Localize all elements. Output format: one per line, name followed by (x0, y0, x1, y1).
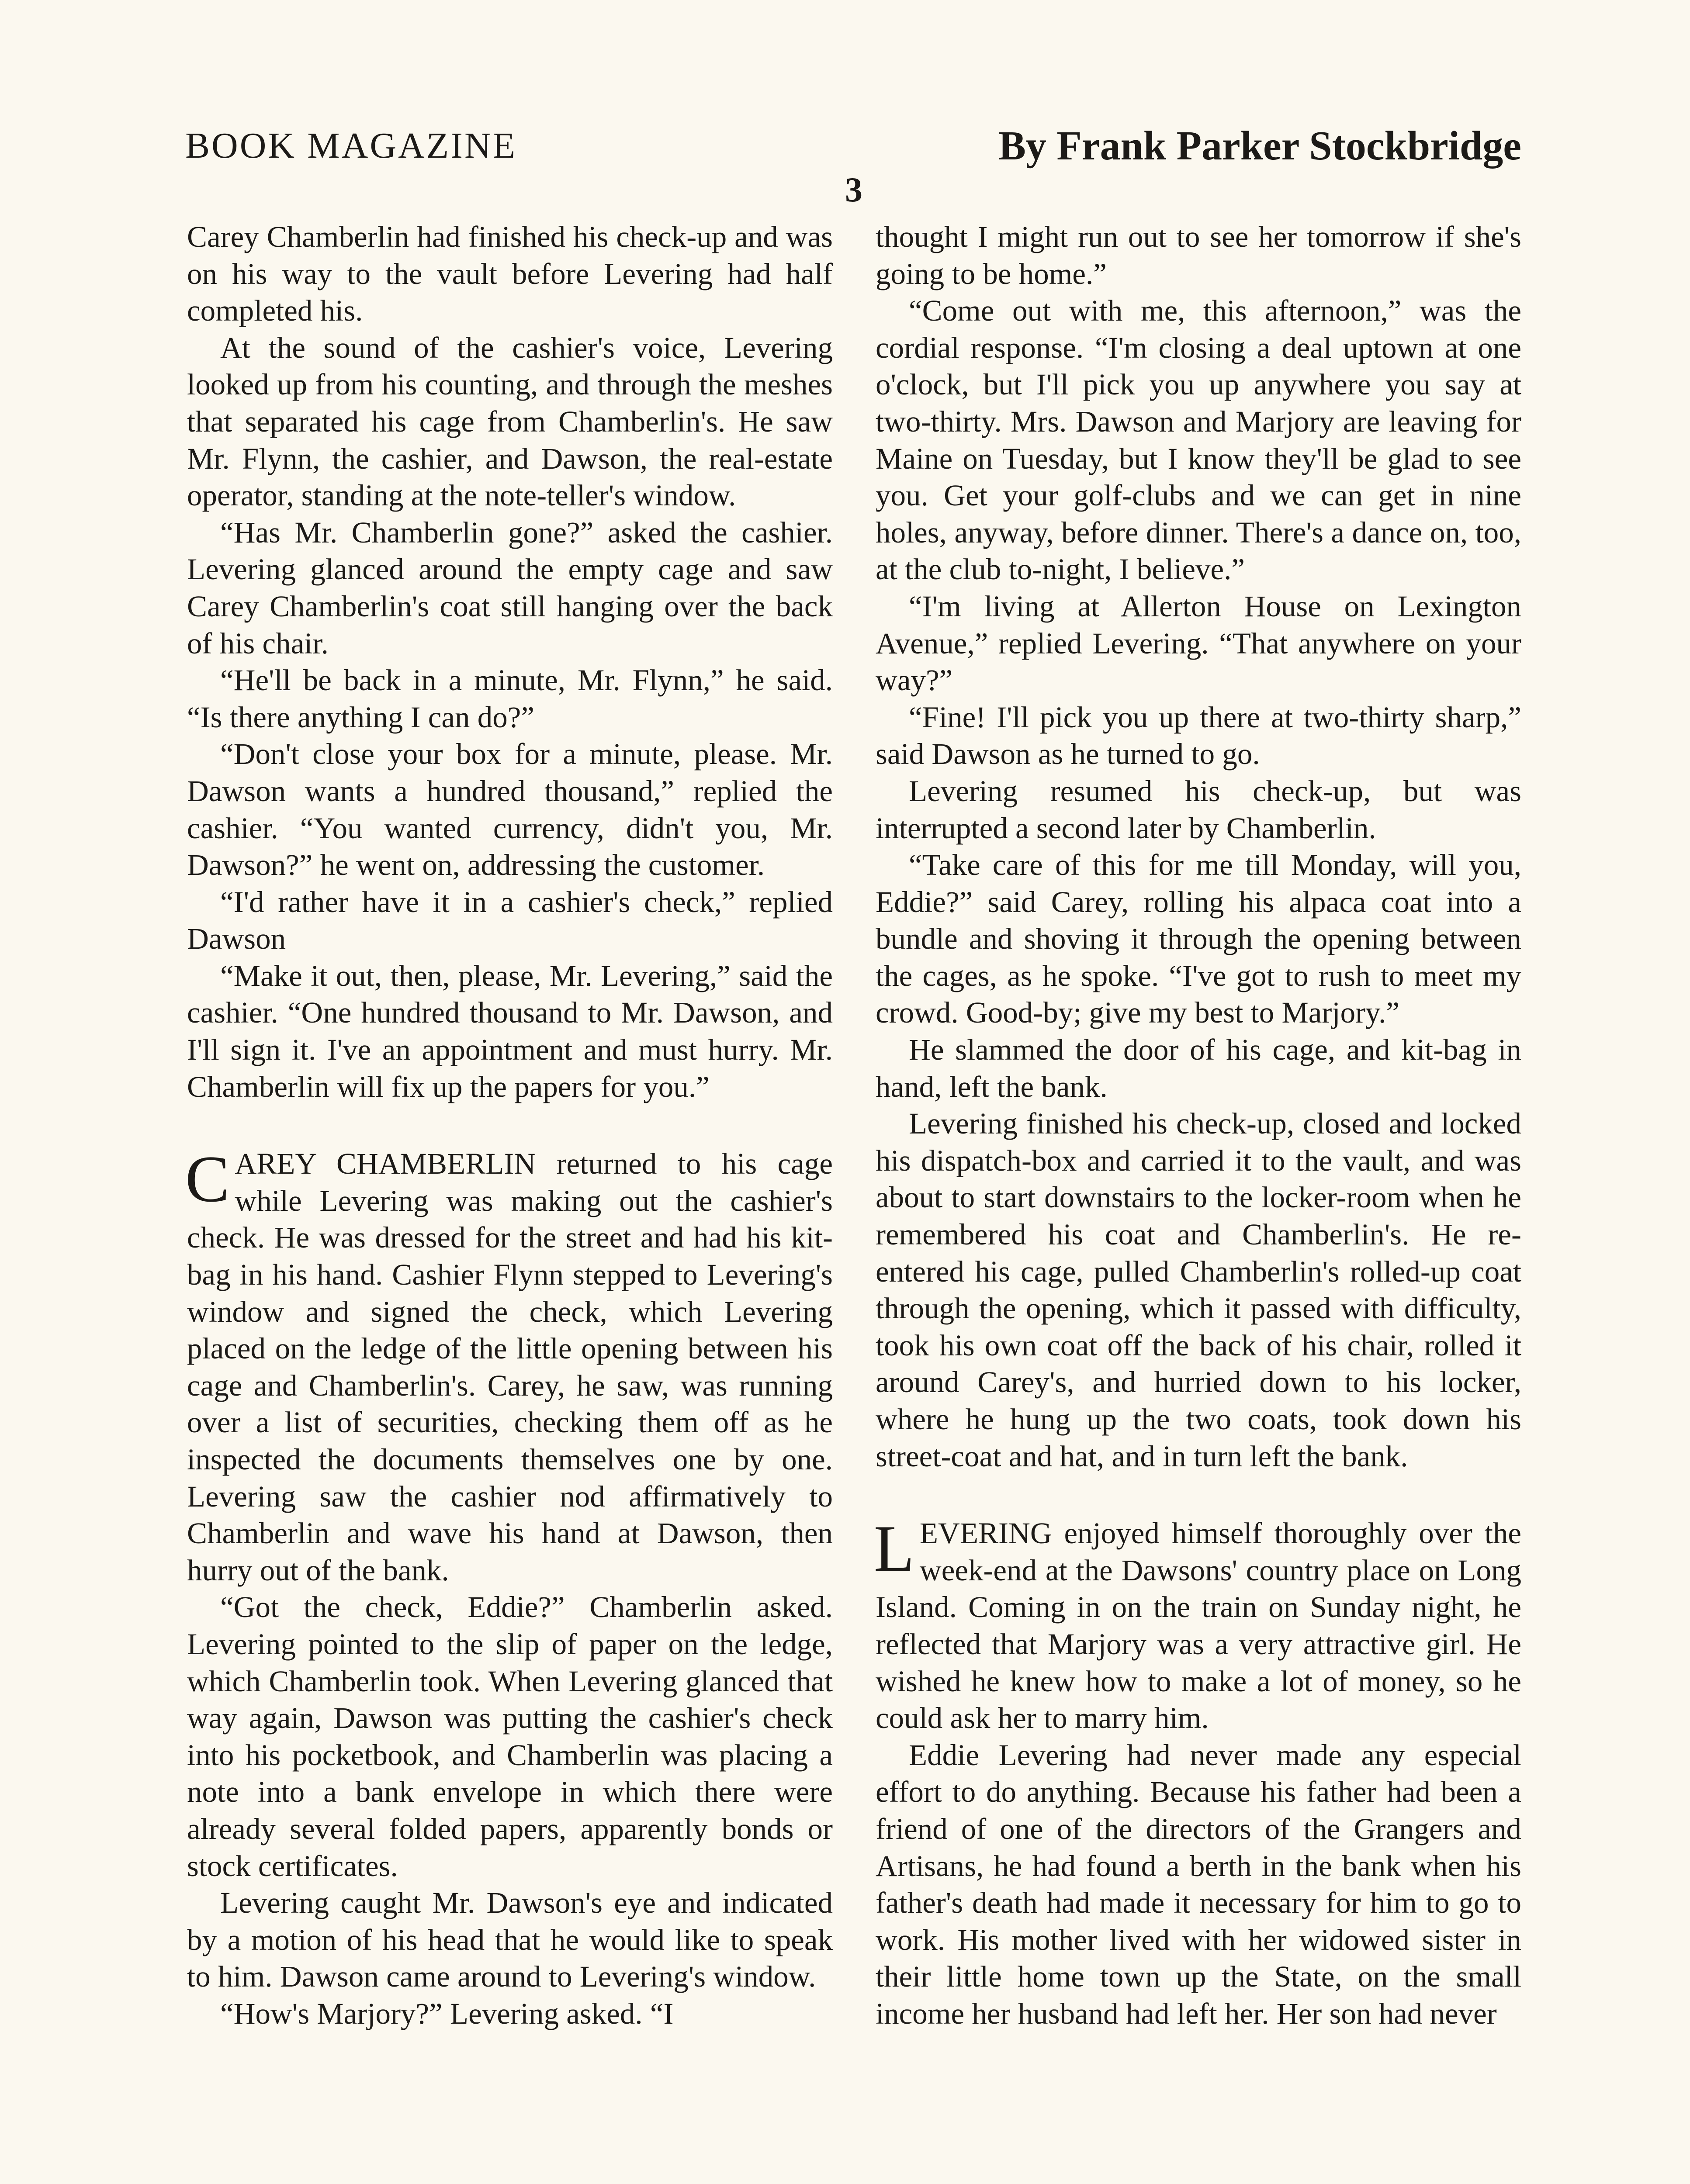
right-column (876, 218, 1521, 2032)
drop-cap: C (185, 1142, 230, 1216)
section-paragraph (874, 1512, 1521, 1737)
author-byline: By Frank Parker Stockbridge (998, 123, 1521, 169)
section-paragraph (185, 1142, 833, 1589)
paragraph: “Has Mr. Chamberlin gone?” asked the cashier. Levering glanced around the empty cage and saw Carey Chamberlin's coat still hanging over the back of his chair. (187, 515, 833, 660)
paragraph: “Fine! I'll pick you up there at two-thirty sharp,” said Dawson as he turned to go. (876, 700, 1521, 771)
drop-cap: L (874, 1512, 914, 1586)
paragraph: “Got the check, Eddie?” Chamberlin asked. Levering pointed to the slip of paper on the ledge, which Chamberlin took. When Levering glanced that way again, Dawson was putting the cashier's check into his pocketbook, and Chamberlin was placing a note into a bank envelope in which there were already several folded papers, apparently bonds or stock certificates. (187, 1590, 833, 1883)
paragraph: “How's Marjory?” Levering asked. “I (220, 1997, 674, 2030)
page-number: 3 (845, 171, 862, 209)
paragraph: “Come out with me, this afternoon,” was the cordial response. “I'm closing a deal uptown at one o'clock, but I'll pick you up anywhere you say at two-thirty. Mrs. Dawson and Marjory are leaving for Maine on Tuesday, but I know they'll be glad to see you. Get your golf-clubs and we can get in nine holes, anyway, before dinner. There's a dance on, too, at the club to-night, I believe.” (876, 294, 1521, 586)
paragraph: Carey Chamberlin had finished his check-up and was on his way to the vault before Levering had half completed his. (187, 220, 833, 328)
publication-title: BOOK MAGAZINE (185, 125, 517, 166)
paragraph: At the sound of the cashier's voice, Levering looked up from his counting, and through the meshes that separated his cage from Chamberlin's. He saw Mr. Flynn, the cashier, and Dawson, the real-estate operator, standing at the note-teller's window. (187, 331, 833, 512)
paragraph-text: EVERING enjoyed himself thoroughly over the week-end at the Dawsons' country place on Long Island. Coming in on the train on Sunday night, he reflected that Marjory was a very attractive girl. He wished he knew how to make a lot of money, so he could ask her to marry him. (876, 1517, 1521, 1735)
paragraph: Levering finished his check-up, closed and locked his dispatch-box and carried it to the vault, and was about to start downstairs to the locker-room when he remembered his coat and Chamberlin's. He re-entered his cage, pulled Chamberlin's rolled-up coat through the opening, which it passed with difficulty, took his own coat off the back of his chair, rolled it around Carey's, and hurried down to his locker, where he hung up the two coats, took down his street-coat and hat, and in turn left the bank. (876, 1107, 1521, 1473)
paragraph: “He'll be back in a minute, Mr. Flynn,” he said. “Is there anything I can do?” (187, 663, 833, 734)
paragraph: Levering resumed his check-up, but was interrupted a second later by Chamberlin. (876, 774, 1521, 845)
paragraph: “Take care of this for me till Monday, will you, Eddie?” said Carey, rolling his alpaca coat into a bundle and shoving it through the opening between the cages, as he spoke. “I've got to rush to meet my crowd. Good-by; give my best to Marjory.” (876, 848, 1521, 1030)
paragraph: “I'd rather have it in a cashier's check,” replied Dawson (187, 885, 833, 956)
paragraph-text: AREY CHAMBERLIN returned to his cage while Levering was making out the cashier's check. He was dressed for the street and had his kit-bag in his hand. Cashier Flynn stepped to Levering's window and signed the check, which Levering placed on the ledge of the little opening between his cage and Chamberlin's. Carey, he saw, was running over a list of securities, checking them off as he inspected the documents themselves one by one. Levering saw the cashier nod affirmatively to Chamberlin and wave his hand at Dawson, then hurry out of the bank. (187, 1147, 833, 1587)
paragraph: Eddie Levering had never made any especial effort to do anything. Because his father had been a friend of one of the directors of the Grangers and Artisans, he had found a berth in the bank when his father's death had made it necessary for him to go to work. His mother lived with her widowed sister in their little home town up the State, on the small income her husband had left her. Her son had never (876, 1738, 1521, 2030)
paragraph: He slammed the door of his cage, and kit-bag in hand, left the bank. (876, 1033, 1521, 1103)
paragraph: “Don't close your box for a minute, please. Mr. Dawson wants a hundred thousand,” replied the cashier. “You wanted currency, didn't you, Mr. Dawson?” he went on, addressing the customer. (187, 737, 833, 882)
paragraph: “I'm living at Allerton House on Lexington Avenue,” replied Levering. “That anywhere on your way?” (876, 589, 1521, 697)
paragraph: “Make it out, then, please, Mr. Levering,” said the cashier. “One hundred thousand to Mr. Dawson, and I'll sign it. I've an appointment and must hurry. Mr. Chamberlin will fix up the papers for you.” (187, 959, 833, 1103)
paragraph: thought I might run out to see her tomorrow if she's going to be home.” (876, 220, 1521, 290)
left-column (187, 218, 833, 2032)
paragraph: Levering caught Mr. Dawson's eye and indicated by a motion of his head that he would like to speak to him. Dawson came around to Levering's window. (187, 1886, 833, 1994)
